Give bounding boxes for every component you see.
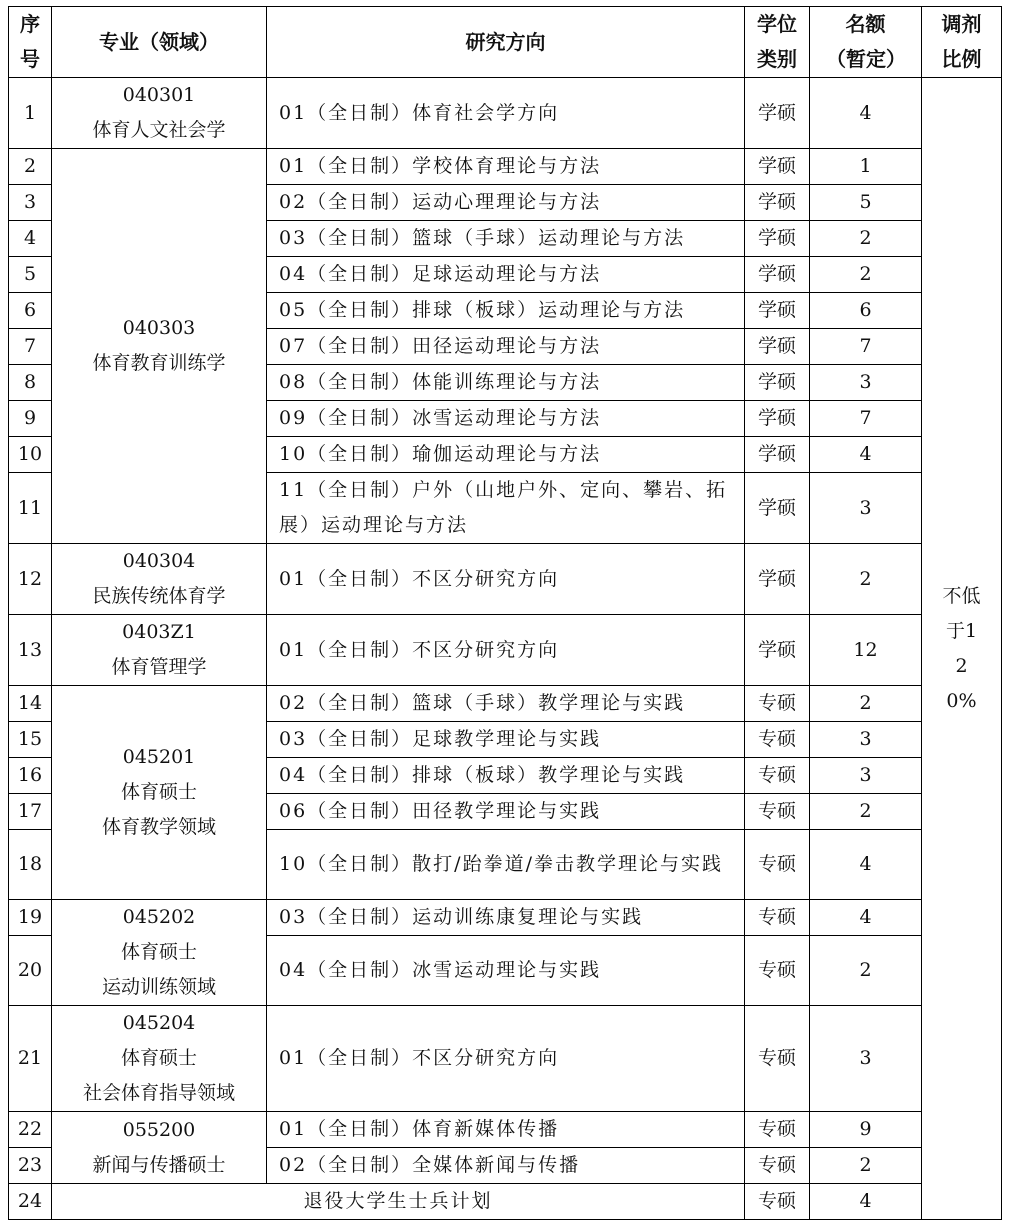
direction-cell: 02（全日制）篮球（手球）教学理论与实践 <box>267 686 745 722</box>
major-name: 体育硕士 <box>120 1047 197 1069</box>
quota-cell: 2 <box>810 794 922 830</box>
row-seq: 19 <box>9 900 52 936</box>
major-name: 体育硕士 <box>120 941 197 963</box>
table-row <box>9 544 1002 615</box>
direction-cell: 02（全日制）运动心理理论与方法 <box>267 185 745 221</box>
degree-cell: 学硕 <box>745 615 810 686</box>
direction-cell: 03（全日制）篮球（手球）运动理论与方法 <box>267 221 745 257</box>
degree-cell: 学硕 <box>745 437 810 473</box>
quota-cell: 2 <box>810 936 922 1006</box>
ratio-text: 不低于120% <box>942 584 981 712</box>
row-seq: 22 <box>9 1112 52 1148</box>
major-cell <box>52 544 267 615</box>
degree-cell: 学硕 <box>745 473 810 544</box>
degree-cell: 专硕 <box>745 900 810 936</box>
direction-cell: 10（全日制）瑜伽运动理论与方法 <box>267 437 745 473</box>
quota-cell: 7 <box>810 329 922 365</box>
degree-cell: 学硕 <box>745 544 810 615</box>
degree-cell: 学硕 <box>745 365 810 401</box>
major-subfield: 社会体育指导领域 <box>82 1082 235 1104</box>
header-major: 专业（领域） <box>52 7 267 78</box>
program-cell: 退役大学生士兵计划 <box>52 1184 745 1220</box>
quota-cell: 2 <box>810 221 922 257</box>
table-row <box>9 78 1002 149</box>
major-cell <box>52 615 267 686</box>
major-name: 体育硕士 <box>120 781 197 803</box>
degree-cell: 专硕 <box>745 1148 810 1184</box>
degree-cell: 学硕 <box>745 257 810 293</box>
direction-cell: 05（全日制）排球（板球）运动理论与方法 <box>267 293 745 329</box>
major-code: 0403Z1 <box>122 621 196 643</box>
direction-cell: 10（全日制）散打/跆拳道/拳击教学理论与实践 <box>267 830 745 900</box>
table-row <box>9 1184 1002 1220</box>
direction-cell: 01（全日制）体育新媒体传播 <box>267 1112 745 1148</box>
row-seq: 16 <box>9 758 52 794</box>
table-row <box>9 149 1002 185</box>
major-code: 045202 <box>122 906 196 928</box>
quota-cell: 3 <box>810 1006 922 1112</box>
row-seq: 3 <box>9 185 52 221</box>
degree-cell: 学硕 <box>745 329 810 365</box>
direction-cell: 01（全日制）不区分研究方向 <box>267 544 745 615</box>
quota-cell: 2 <box>810 257 922 293</box>
major-name: 体育管理学 <box>111 656 207 678</box>
quota-cell: 4 <box>810 437 922 473</box>
row-seq: 7 <box>9 329 52 365</box>
table-row <box>9 1006 1002 1112</box>
quota-cell: 6 <box>810 293 922 329</box>
degree-cell: 专硕 <box>745 936 810 1006</box>
header-quota: 名额（暂定） <box>810 7 922 78</box>
direction-cell: 04（全日制）冰雪运动理论与实践 <box>267 936 745 1006</box>
degree-cell: 专硕 <box>745 794 810 830</box>
quota-cell: 4 <box>810 900 922 936</box>
admissions-table <box>8 6 1002 1220</box>
quota-cell: 1 <box>810 149 922 185</box>
table-row <box>9 1112 1002 1148</box>
major-code: 045204 <box>122 1012 196 1034</box>
direction-cell: 07（全日制）田径运动理论与方法 <box>267 329 745 365</box>
quota-cell: 12 <box>810 615 922 686</box>
row-seq: 9 <box>9 401 52 437</box>
direction-cell: 01（全日制）不区分研究方向 <box>267 1006 745 1112</box>
row-seq: 6 <box>9 293 52 329</box>
row-seq: 21 <box>9 1006 52 1112</box>
table-row <box>9 686 1002 722</box>
header-degree: 学位类别 <box>745 7 810 78</box>
quota-cell: 9 <box>810 1112 922 1148</box>
row-seq: 24 <box>9 1184 52 1220</box>
row-seq: 4 <box>9 221 52 257</box>
degree-cell: 学硕 <box>745 149 810 185</box>
row-seq: 1 <box>9 78 52 149</box>
row-seq: 8 <box>9 365 52 401</box>
direction-cell: 01（全日制）学校体育理论与方法 <box>267 149 745 185</box>
row-seq: 12 <box>9 544 52 615</box>
degree-cell: 学硕 <box>745 221 810 257</box>
major-name: 新闻与传播硕士 <box>92 1153 226 1176</box>
header-seq: 序号 <box>9 7 52 78</box>
major-cell <box>52 900 267 1006</box>
major-code: 040304 <box>122 550 196 572</box>
major-code: 040301 <box>122 84 196 106</box>
quota-cell: 4 <box>810 830 922 900</box>
major-cell <box>52 1112 267 1184</box>
quota-cell: 2 <box>810 686 922 722</box>
row-seq: 13 <box>9 615 52 686</box>
row-seq: 15 <box>9 722 52 758</box>
quota-cell: 3 <box>810 758 922 794</box>
direction-cell: 03（全日制）运动训练康复理论与实践 <box>267 900 745 936</box>
direction-cell: 09（全日制）冰雪运动理论与方法 <box>267 401 745 437</box>
degree-cell: 专硕 <box>745 1006 810 1112</box>
major-subfield: 运动训练领域 <box>101 976 216 998</box>
degree-cell: 专硕 <box>745 830 810 900</box>
degree-cell: 专硕 <box>745 1184 810 1220</box>
quota-cell: 5 <box>810 185 922 221</box>
major-name: 民族传统体育学 <box>92 585 226 607</box>
major-code: 045201 <box>122 746 196 768</box>
direction-cell: 01（全日制）不区分研究方向 <box>267 615 745 686</box>
degree-cell: 学硕 <box>745 78 810 149</box>
direction-cell: 11（全日制）户外（山地户外、定向、攀岩、拓展）运动理论与方法 <box>267 473 745 544</box>
degree-cell: 学硕 <box>745 293 810 329</box>
major-code: 040303 <box>122 317 196 339</box>
quota-cell: 3 <box>810 473 922 544</box>
row-seq: 20 <box>9 936 52 1006</box>
admissions-table-container <box>8 6 1002 1220</box>
major-cell <box>52 1006 267 1112</box>
major-cell <box>52 78 267 149</box>
row-seq: 18 <box>9 830 52 900</box>
direction-cell: 08（全日制）体能训练理论与方法 <box>267 365 745 401</box>
row-seq: 23 <box>9 1148 52 1184</box>
direction-cell: 04（全日制）足球运动理论与方法 <box>267 257 745 293</box>
major-cell <box>52 149 267 544</box>
header-ratio: 调剂比例 <box>922 7 1002 78</box>
quota-cell: 3 <box>810 722 922 758</box>
degree-cell: 学硕 <box>745 401 810 437</box>
row-seq: 5 <box>9 257 52 293</box>
direction-cell: 02（全日制）全媒体新闻与传播 <box>267 1148 745 1184</box>
quota-cell: 3 <box>810 365 922 401</box>
major-code: 055200 <box>122 1118 196 1141</box>
header-row <box>9 7 1002 78</box>
row-seq: 11 <box>9 473 52 544</box>
row-seq: 17 <box>9 794 52 830</box>
major-name: 体育人文社会学 <box>92 119 226 141</box>
degree-cell: 专硕 <box>745 686 810 722</box>
row-seq: 14 <box>9 686 52 722</box>
header-direction: 研究方向 <box>267 7 745 78</box>
quota-cell: 4 <box>810 1184 922 1220</box>
direction-cell: 04（全日制）排球（板球）教学理论与实践 <box>267 758 745 794</box>
major-name: 体育教育训练学 <box>92 352 226 374</box>
degree-cell: 专硕 <box>745 722 810 758</box>
degree-cell: 专硕 <box>745 758 810 794</box>
table-row <box>9 900 1002 936</box>
degree-cell: 专硕 <box>745 1112 810 1148</box>
degree-cell: 学硕 <box>745 185 810 221</box>
ratio-cell <box>922 78 1002 1220</box>
direction-cell: 03（全日制）足球教学理论与实践 <box>267 722 745 758</box>
quota-cell: 4 <box>810 78 922 149</box>
direction-cell: 06（全日制）田径教学理论与实践 <box>267 794 745 830</box>
quota-cell: 2 <box>810 544 922 615</box>
major-cell <box>52 686 267 900</box>
row-seq: 2 <box>9 149 52 185</box>
direction-cell: 01（全日制）体育社会学方向 <box>267 78 745 149</box>
quota-cell: 7 <box>810 401 922 437</box>
quota-cell: 2 <box>810 1148 922 1184</box>
row-seq: 10 <box>9 437 52 473</box>
table-row <box>9 615 1002 686</box>
major-subfield: 体育教学领域 <box>101 816 216 838</box>
